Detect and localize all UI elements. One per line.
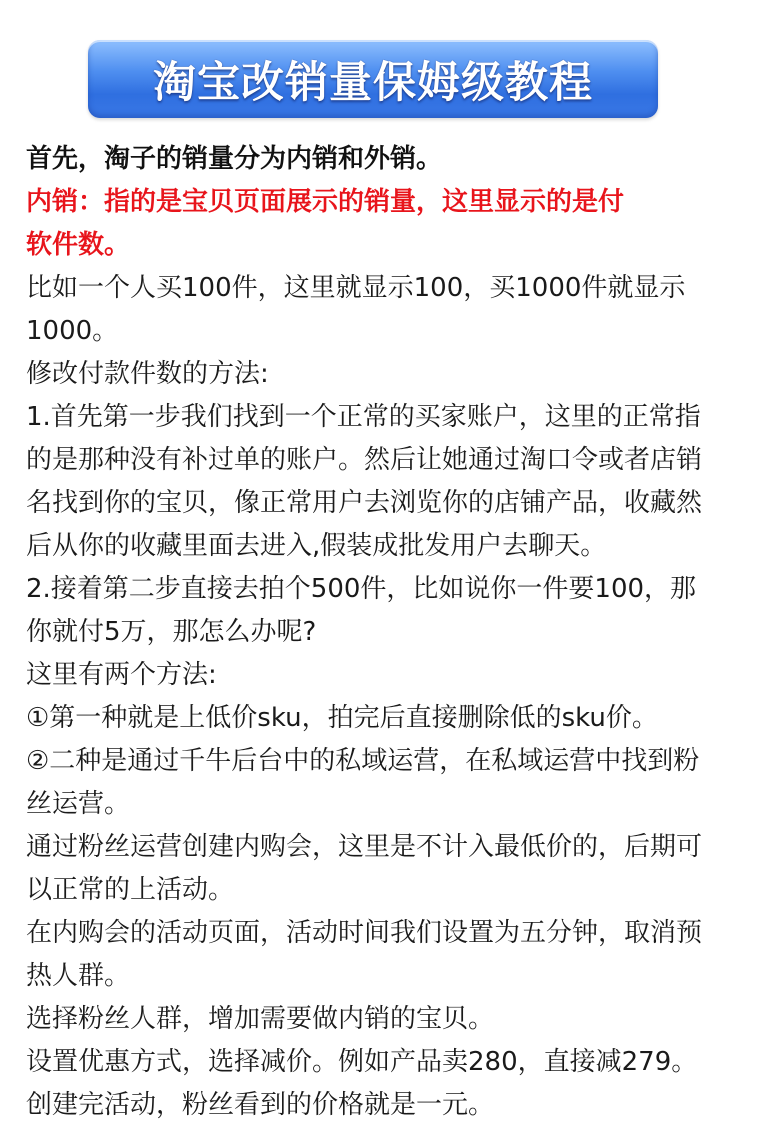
text-line: 名找到你的宝贝，像正常用户去浏览你的店铺产品，收藏然 [26, 488, 703, 518]
text-line: 在内购会的活动页面，活动时间我们设置为五分钟，取消预 [26, 918, 703, 948]
text-line: 修改付款件数的方法: [26, 359, 269, 389]
text-line: 1.首先第一步我们找到一个正常的买家账户，这里的正常指 [26, 402, 701, 432]
text-line: 丝运营。 [26, 789, 131, 819]
text-line: ①第一种就是上低价sku，拍完后直接删除低的sku价。 [26, 703, 658, 733]
highlight-line: 内销：指的是宝贝页面展示的销量，这里显示的是付 [26, 187, 625, 217]
text-line: 创建完活动，粉丝看到的价格就是一元。 [26, 1090, 495, 1120]
text-line: 通过粉丝运营创建内购会，这里是不计入最低价的，后期可 [26, 832, 703, 862]
text-line: ②二种是通过千牛后台中的私域运营，在私域运营中找到粉 [26, 746, 700, 776]
title-banner [88, 40, 658, 118]
text-line: 的是那种没有补过单的账户。然后让她通过淘口令或者店销 [26, 445, 703, 475]
page-title: 淘宝改销量保姆级教程 [153, 57, 593, 108]
intro-line: 首先，淘子的销量分为内销和外销。 [26, 144, 443, 174]
article-body [26, 138, 738, 1127]
text-line: 这里有两个方法: [26, 660, 217, 690]
text-line: 1000。 [26, 316, 119, 346]
text-line: 以正常的上活动。 [26, 875, 235, 905]
text-line: 2.接着第二步直接去拍个500件，比如说你一件要100，那 [26, 574, 697, 604]
text-line: 设置优惠方式，选择减价。例如产品卖280，直接减279。 [26, 1047, 698, 1077]
highlight-line: 软件数。 [26, 230, 131, 260]
text-line: 你就付5万，那怎么办呢? [26, 617, 317, 647]
text-line: 比如一个人买100件，这里就显示100，买1000件就显示 [26, 273, 686, 303]
text-line: 热人群。 [26, 961, 131, 991]
text-line: 选择粉丝人群，增加需要做内销的宝贝。 [26, 1004, 495, 1034]
text-line: 后从你的收藏里面去进入,假装成批发用户去聊天。 [26, 531, 607, 561]
